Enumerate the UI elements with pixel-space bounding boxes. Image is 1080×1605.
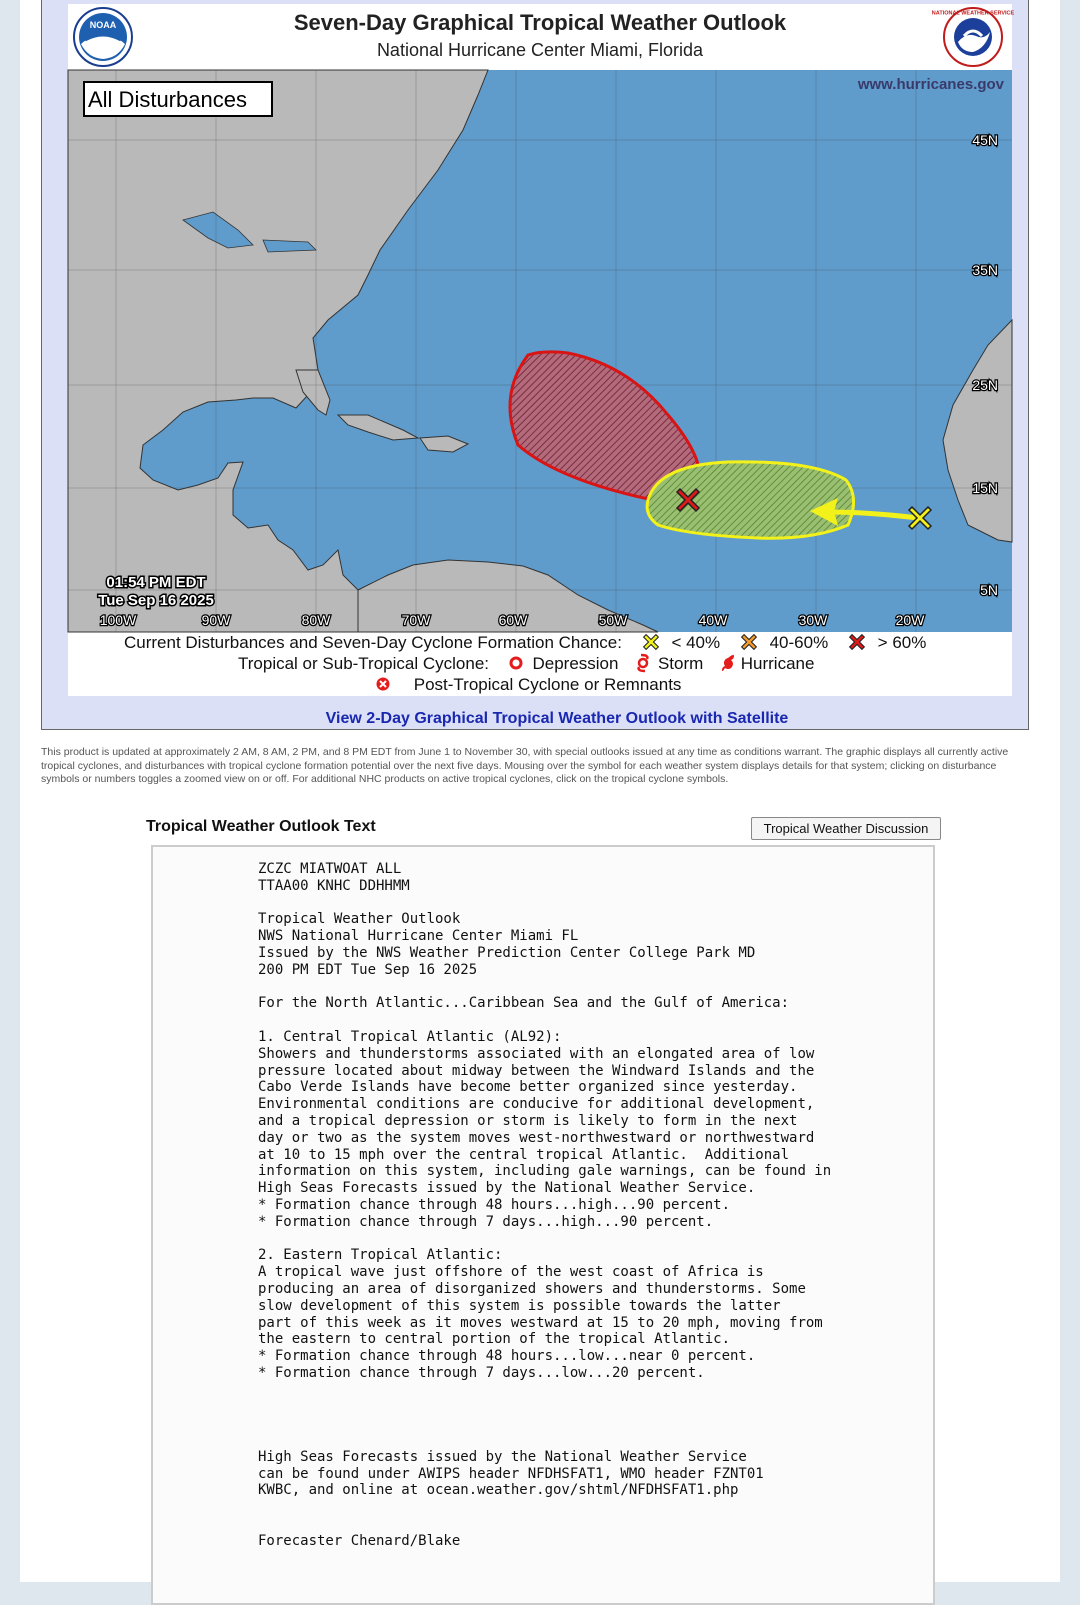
outlook-map [68,70,1012,632]
two-day-outlook-link[interactable]: View 2-Day Graphical Tropical Weather Outlook with Satellite [325,710,789,727]
legend-post-tropical-label: Post-Tropical Cyclone or Remnants [413,675,682,694]
page-content [20,0,1060,1582]
tropical-weather-discussion-button[interactable]: Tropical Weather Discussion [751,817,941,840]
nws-logo-icon [931,6,1015,68]
legend-formation-label: Current Disturbances and Seven-Day Cyclone Formation Chance: [124,633,622,652]
outlook-text-box [151,845,935,1605]
depression-icon [508,655,524,671]
legend-row-post-tropical [375,675,681,695]
legend-storm-label: Storm [657,654,704,673]
lat-label: 35N [972,262,998,278]
timestamp-time: 01:54 PM EDT [106,574,206,591]
hurricane-icon [720,654,736,672]
legend-medium-label: 40-60% [769,633,829,652]
low-chance-x-icon [641,633,661,651]
lon-label: 70W [401,612,431,628]
lon-label: 20W [895,612,925,628]
nws-logo-text: NATIONAL WEATHER SERVICE [931,10,1015,17]
lon-label: 30W [798,612,828,628]
graphic-subtitle: National Hurricane Center Miami, Florida [376,40,704,60]
outlook-graphic [68,4,1015,696]
graphic-header [68,4,1015,70]
high-chance-x-icon [847,633,867,651]
lat-label: 5N [980,582,998,598]
panel-label: All Disturbances [88,87,247,112]
lon-label-group [100,612,925,628]
product-note: This product is updated at approximately 2 AM, 8 AM, 2 PM, and 8 PM EDT from June 1 to November 30, with special outlooks issued at any time as conditions warrant. The graphic displays all currently active tropical cyclones, and disturbances with tropical cyclone formation potential over the next five days. Mousing over the symbol for each weather system displays details for that system; clicking on disturbance symbols or numbers toggles a zoomed view on or off. For additional NHC products on active tropical cyclones, click on the tropical cyclone symbols. [41,746,1009,785]
legend-high-label: > 60% [877,633,927,652]
legend-depression-label: Depression [532,654,619,673]
legend-row-cyclone [238,654,814,674]
legend-hurricane-label: Hurricane [740,654,815,673]
lat-label: 25N [972,377,998,393]
panel-label-box [84,82,272,116]
outlook-graphic-frame [41,0,1029,730]
lat-label: 15N [972,480,998,496]
storm-icon [635,654,651,672]
outlook-text-heading: Tropical Weather Outlook Text [146,818,376,835]
post-tropical-icon [375,676,391,692]
medium-chance-x-icon [739,633,759,651]
lon-label: 100W [99,612,137,628]
lat-label: 45N [972,132,998,148]
noaa-logo-text: NOAA [89,20,117,30]
legend-row-formation [124,633,926,653]
timestamp-date: Tue Sep 16 2025 [98,592,214,609]
timestamp-group [98,574,214,609]
lon-label: 60W [498,612,528,628]
disturbance-2-area[interactable] [647,462,853,538]
legend-low-label: < 40% [671,633,721,652]
lon-label: 50W [598,612,628,628]
graphic-title: Seven-Day Graphical Tropical Weather Outlook [293,10,787,35]
outlook-text: ZCZC MIATWOAT ALL TTAA00 KNHC DDHHMM Tropical Weather Outlook NWS National Hurricane Center Miami FL Issued by the NWS Weather Prediction Center College Park MD 200 PM EDT Tue Sep 16 2025 For the North Atlantic...Caribbean Sea and the Gulf of America: 1. Central Tropical Atlantic (AL92): Showers and thunderstorms associated with an elongated area of low pressure located about midway between the Windward Islands and the Cabo Verde Islands have become better organized since yesterday. Environmental conditions are conducive for additional development, and a tropical depression or storm is likely to form in the next day or two as the system moves west-northwestward or northwestward at 10 to 15 mph over the central tropical Atlantic. Additional information on this system, including gale warnings, can be found in High Seas Forecasts issued by the National Weather Service. * Formation chance through 48 hours...high...90 percent. * Formation chance through 7 days...high...90 percent. 2. Eastern Tropical Atlantic: A tropical wave just offshore of the west coast of Africa is producing an area of disorganized showers and thunderstorms. Some slow development of this system is possible towards the latter part of this week as it moves westward at 15 to 20 mph, moving from the eastern to central portion of the tropical Atlantic. * Formation chance through 48 hours...low...near 0 percent. * Formation chance through 7 days...low...20 percent. High Seas Forecasts issued by the National Weather Service can be found under AWIPS header NFDHSFAT1, WMO header FZNT01 KWBC, and online at ocean.weather.gov/shtml/NFDHSFAT1.php Forecaster Chenard/Blake [258,861,832,1549]
site-url: www.hurricanes.gov [857,76,1004,93]
map-legend [68,632,1012,696]
lon-label: 80W [301,612,331,628]
lon-label: 40W [698,612,728,628]
lon-label: 90W [201,612,231,628]
legend-cyclone-label: Tropical or Sub-Tropical Cyclone: [238,654,489,673]
